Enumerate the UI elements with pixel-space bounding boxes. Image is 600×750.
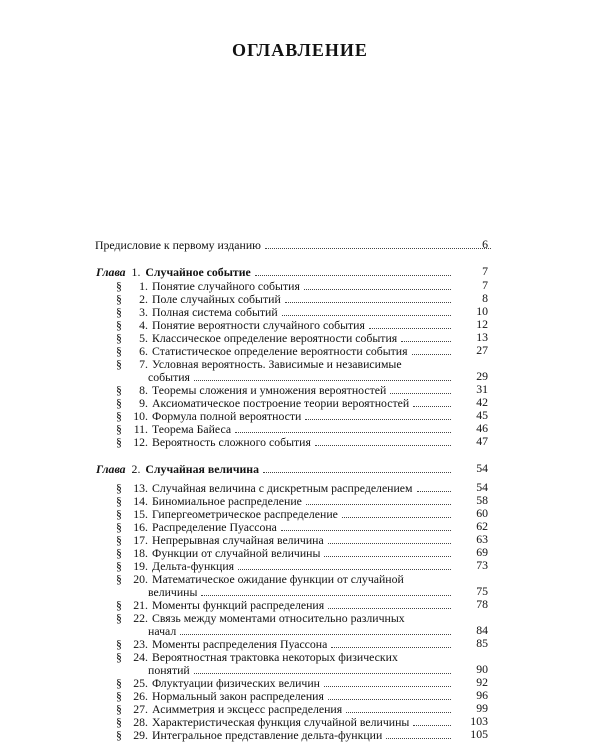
toc-section-row [116, 422, 455, 436]
toc-section-row [116, 546, 455, 560]
section-sign-icon: § [116, 481, 122, 495]
dot-leader [281, 529, 451, 531]
section-page: 60 [476, 506, 488, 520]
section-sign-icon: § [116, 292, 122, 306]
dot-leader [331, 646, 451, 648]
section-number: 25. [133, 676, 148, 690]
section-page: 7 [482, 278, 488, 292]
dot-leader [386, 737, 451, 739]
section-number: 17. [133, 533, 148, 547]
toc-section-row [116, 344, 455, 358]
section-sign-icon: § [116, 331, 122, 345]
section-sign-icon: § [116, 650, 122, 664]
dot-leader [324, 685, 451, 687]
toc-section-row [116, 676, 455, 690]
section-sign-icon: § [116, 344, 122, 358]
section-page: 69 [476, 545, 488, 559]
section-sign-icon: § [116, 279, 122, 293]
toc-section-row [116, 728, 455, 742]
toc-section-row [116, 435, 455, 449]
toc-section-row [116, 611, 455, 625]
section-sign-icon: § [116, 572, 122, 586]
section-sign-icon: § [116, 546, 122, 560]
dot-leader [194, 379, 451, 381]
section-sign-icon: § [116, 357, 122, 371]
dot-leader [328, 542, 451, 544]
section-title: Теорема Байеса [152, 422, 232, 436]
toc-section-row [116, 559, 455, 573]
toc-section-row [116, 598, 455, 612]
section-sign-icon: § [116, 702, 122, 716]
section-number: 24. [133, 650, 148, 664]
section-number: 5. [139, 331, 148, 345]
section-page: 10 [476, 304, 488, 318]
section-sign-icon: § [116, 422, 122, 436]
dot-leader [413, 405, 451, 407]
section-title: Статистическое определение вероятности события [152, 344, 408, 358]
section-page: 45 [476, 408, 488, 422]
dot-leader [304, 288, 451, 290]
section-title-continued [148, 585, 455, 599]
section-sign-icon: § [116, 494, 122, 508]
section-title: Нормальный закон распределения [152, 689, 324, 703]
section-title: Моменты распределения Пуассона [152, 637, 328, 651]
dot-leader [285, 301, 451, 303]
section-number: 12. [133, 435, 148, 449]
section-page: 31 [476, 382, 488, 396]
section-title: Поле случайных событий [152, 292, 281, 306]
dot-leader [180, 633, 451, 635]
section-number: 22. [133, 611, 148, 625]
section-page: 42 [476, 395, 488, 409]
section-number: 3. [139, 305, 148, 319]
section-title-cont: события [148, 370, 190, 384]
chapter-number: 2. [131, 462, 141, 476]
dot-leader [255, 274, 451, 276]
section-number: 2. [139, 292, 148, 306]
toc-section-row [116, 715, 455, 729]
section-sign-icon: § [116, 435, 122, 449]
section-number: 7. [139, 357, 148, 371]
chapter-title: Случайная величина [145, 462, 259, 476]
toc-section-row [116, 702, 455, 716]
section-title-continued [148, 370, 455, 384]
section-page: 12 [476, 317, 488, 331]
section-number: 28. [133, 715, 148, 729]
preface-text: Предисловие к первому изданию [95, 238, 261, 252]
chapter-heading [96, 265, 455, 279]
section-title: Теоремы сложения и умножения вероятностей [152, 383, 387, 397]
section-title: Дельта-функция [152, 559, 235, 573]
section-number: 9. [139, 396, 148, 410]
section-number: 14. [133, 494, 148, 508]
dot-leader [238, 568, 451, 570]
dot-leader [306, 503, 451, 505]
section-title: Связь между моментами относительно различных [152, 611, 405, 625]
dot-leader [390, 392, 451, 394]
section-title: Флуктуации физических величин [152, 676, 320, 690]
section-page: 27 [476, 343, 488, 357]
page-title: ОГЛАВЛЕНИЕ [232, 40, 368, 60]
section-page: 54 [476, 480, 488, 494]
chapter-label: Глава [96, 265, 126, 279]
chapter-page: 54 [476, 461, 488, 475]
dot-leader [235, 431, 451, 433]
section-title: Распределение Пуассона [152, 520, 277, 534]
section-number: 19. [133, 559, 148, 573]
toc-section-row [116, 572, 455, 586]
toc-preface [95, 238, 495, 252]
section-page: 78 [476, 597, 488, 611]
section-page: 85 [476, 636, 488, 650]
section-title: Понятие вероятности случайного события [152, 318, 365, 332]
section-page: 105 [470, 727, 488, 741]
toc-section-row [116, 396, 455, 410]
toc-section-row [116, 689, 455, 703]
section-page: 58 [476, 493, 488, 507]
section-title: Асимметрия и эксцесс распределения [152, 702, 343, 716]
section-number: 1. [139, 279, 148, 293]
section-sign-icon: § [116, 637, 122, 651]
dot-leader [342, 516, 451, 518]
section-page: 92 [476, 675, 488, 689]
section-title: Условная вероятность. Зависимые и независимые [152, 357, 402, 371]
section-page: 63 [476, 532, 488, 546]
section-sign-icon: § [116, 305, 122, 319]
section-sign-icon: § [116, 533, 122, 547]
section-title: Формула полной вероятности [152, 409, 302, 423]
toc-section-row [116, 637, 455, 651]
section-page: 99 [476, 701, 488, 715]
section-title: Биномиальное распределение [152, 494, 302, 508]
section-number: 13. [133, 481, 148, 495]
section-sign-icon: § [116, 559, 122, 573]
dot-leader [194, 672, 451, 674]
section-page: 8 [482, 291, 488, 305]
section-page: 84 [476, 623, 488, 637]
section-page: 73 [476, 558, 488, 572]
section-title: Математическое ожидание функции от случайной [152, 572, 404, 586]
toc-section-row [116, 494, 455, 508]
toc-section-row [116, 650, 455, 664]
section-title: Интегральное представление дельта-функции [152, 728, 383, 742]
section-number: 18. [133, 546, 148, 560]
section-sign-icon: § [116, 676, 122, 690]
section-sign-icon: § [116, 396, 122, 410]
toc-section-row [116, 305, 455, 319]
section-number: 10. [133, 409, 148, 423]
section-title: Функции от случайной величины [152, 546, 321, 560]
dot-leader [417, 490, 451, 492]
chapter-page: 7 [482, 264, 488, 278]
section-number: 21. [133, 598, 148, 612]
dot-leader [315, 444, 451, 446]
section-sign-icon: § [116, 507, 122, 521]
dot-leader [328, 607, 451, 609]
section-number: 23. [133, 637, 148, 651]
dot-leader [413, 724, 451, 726]
section-title: Аксиоматическое построение теории вероятностей [152, 396, 410, 410]
section-title: Случайная величина с дискретным распределением [152, 481, 413, 495]
section-title-continued [148, 624, 455, 638]
toc-section-row [116, 292, 455, 306]
dot-leader [369, 327, 451, 329]
section-number: 4. [139, 318, 148, 332]
section-page: 46 [476, 421, 488, 435]
section-title: Моменты функций распределения [152, 598, 325, 612]
section-sign-icon: § [116, 318, 122, 332]
section-sign-icon: § [116, 598, 122, 612]
toc-section-row [116, 507, 455, 521]
section-page: 103 [470, 714, 488, 728]
dot-leader [346, 711, 451, 713]
toc-section-row [116, 520, 455, 534]
section-title-continued [148, 663, 455, 677]
dot-leader [201, 594, 451, 596]
section-number: 16. [133, 520, 148, 534]
section-title: Гипергеометрическое распределение [152, 507, 338, 521]
section-title-cont: начал [148, 624, 177, 638]
dot-leader [305, 418, 451, 420]
section-page: 47 [476, 434, 488, 448]
toc-section-row [116, 409, 455, 423]
dot-leader [412, 353, 451, 355]
dot-leader [263, 471, 451, 473]
section-number: 29. [133, 728, 148, 742]
section-page: 62 [476, 519, 488, 533]
chapter-title: Случайное событие [145, 265, 251, 279]
dot-leader [401, 340, 451, 342]
section-title: Классическое определение вероятности события [152, 331, 398, 345]
section-title: Непрерывная случайная величина [152, 533, 324, 547]
toc-section-row [116, 331, 455, 345]
section-number: 11. [133, 422, 148, 436]
section-page: 96 [476, 688, 488, 702]
section-number: 26. [133, 689, 148, 703]
section-page: 29 [476, 369, 488, 383]
section-number: 27. [133, 702, 148, 716]
toc-section-row [116, 481, 455, 495]
section-title: Вероятность сложного события [152, 435, 311, 449]
section-sign-icon: § [116, 383, 122, 397]
section-page: 13 [476, 330, 488, 344]
section-title-cont: величины [148, 585, 198, 599]
section-number: 8. [139, 383, 148, 397]
chapter-label: Глава [96, 462, 126, 476]
section-page: 90 [476, 662, 488, 676]
section-number: 15. [133, 507, 148, 521]
chapter-heading [96, 462, 455, 476]
dot-leader [324, 555, 451, 557]
dot-leader [282, 314, 451, 316]
section-page: 75 [476, 584, 488, 598]
section-title: Вероятностная трактовка некоторых физических [152, 650, 398, 664]
dot-leader [328, 698, 451, 700]
section-sign-icon: § [116, 611, 122, 625]
toc-section-row [116, 318, 455, 332]
section-sign-icon: § [116, 728, 122, 742]
toc-section-row [116, 279, 455, 293]
section-sign-icon: § [116, 715, 122, 729]
chapter-number: 1. [131, 265, 141, 279]
section-sign-icon: § [116, 409, 122, 423]
toc-section-row [116, 357, 455, 371]
section-sign-icon: § [116, 520, 122, 534]
section-sign-icon: § [116, 689, 122, 703]
section-title: Характеристическая функция случайной величины [152, 715, 410, 729]
section-number: 20. [133, 572, 148, 586]
toc-section-row [116, 383, 455, 397]
preface-page: 6 [482, 237, 488, 251]
section-title: Понятие случайного события [152, 279, 300, 293]
section-title: Полная система событий [152, 305, 278, 319]
section-title-cont: понятий [148, 663, 190, 677]
section-number: 6. [139, 344, 148, 358]
toc-section-row [116, 533, 455, 547]
